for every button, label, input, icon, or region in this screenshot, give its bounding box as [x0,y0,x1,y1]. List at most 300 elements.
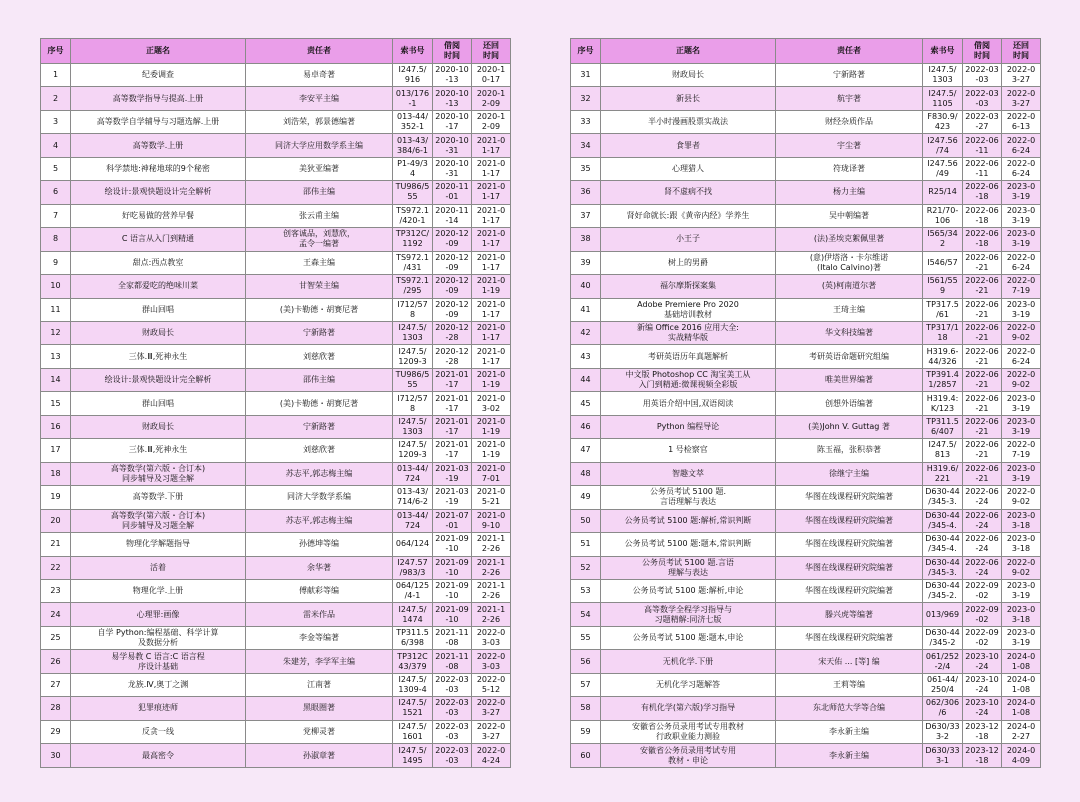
cell-borrow-date: 2022-06 -21 [963,415,1002,438]
cell-call-number: H319.4: K/123 [923,392,963,415]
cell-call-number: D630-44 /345-3. [923,486,963,509]
table-row [571,650,1041,673]
cell-serial-number: 1 [41,64,71,87]
table-row [41,626,511,649]
cell-call-number: TU986/5 55 [393,181,433,204]
cell-serial-number: 41 [571,298,601,321]
cell-borrow-date: 2022-06 -11 [963,157,1002,180]
cell-call-number: I561/55 9 [923,275,963,298]
cell-author: 华图在线课程研究院编著 [776,556,923,579]
table-row [571,368,1041,391]
cell-borrow-date: 2022-06 -21 [963,439,1002,462]
cell-author: 李永新主编 [776,744,923,768]
cell-borrow-date: 2022-06 -24 [963,556,1002,579]
table-row [41,368,511,391]
borrow-record-table-left [40,38,511,768]
table-row [571,157,1041,180]
cell-author: 同济大学应用数学系主编 [246,134,393,157]
cell-return-date: 2022-0 6-24 [1002,251,1041,274]
cell-call-number: D630-44 /345-2. [923,579,963,602]
cell-serial-number: 11 [41,298,71,321]
cell-serial-number: 28 [41,697,71,720]
cell-serial-number: 35 [571,157,601,180]
cell-call-number: 013/176 -1 [393,87,433,110]
cell-title: 半小时漫画股票实战法 [601,110,776,133]
cell-title: 纪委调查 [71,64,246,87]
cell-serial-number: 58 [571,697,601,720]
cell-return-date: 2022-0 3-27 [1002,64,1041,87]
cell-return-date: 2021-1 2-26 [472,533,511,556]
cell-title: 无机化学习题解答 [601,673,776,696]
cell-author: 王琦主编 [776,298,923,321]
cell-serial-number: 48 [571,462,601,485]
cell-borrow-date: 2020-11 -14 [433,204,472,227]
cell-call-number: I247.5/ 1474 [393,603,433,626]
cell-author: 同济大学数学系编 [246,486,393,509]
cell-title: 活着 [71,556,246,579]
cell-author: 徐继宁主编 [776,462,923,485]
left-borrow-table-sheet [40,38,510,768]
table-row [571,439,1041,462]
cell-title: 公务员考试 5100 题.言语 理解与表达 [601,556,776,579]
cell-borrow-date: 2023-12 -18 [963,744,1002,768]
table-row [571,181,1041,204]
cell-serial-number: 15 [41,392,71,415]
cell-call-number: 013-44/ 352-1 [393,110,433,133]
cell-borrow-date: 2022-03 -03 [963,87,1002,110]
cell-author: 余华著 [246,556,393,579]
cell-author: (英)柯南道尔著 [776,275,923,298]
cell-title: 高等数学(第六版・合订本) 同步辅导及习题全解 [71,462,246,485]
table-row [41,697,511,720]
cell-call-number: D630/33 3-1 [923,744,963,768]
cell-serial-number: 25 [41,626,71,649]
table-row [41,556,511,579]
cell-call-number: 064/125 /4-1 [393,579,433,602]
cell-author: 航宇著 [776,87,923,110]
cell-return-date: 2022-0 5-12 [472,673,511,696]
cell-call-number: I247.56 /74 [923,134,963,157]
table-row [41,345,511,368]
cell-call-number: P1-49/3 4 [393,157,433,180]
cell-return-date: 2022-0 7-19 [1002,275,1041,298]
table-row [41,228,511,251]
cell-author: (美)John V. Guttag 著 [776,415,923,438]
cell-borrow-date: 2022-06 -21 [963,462,1002,485]
cell-author: 李安平主编 [246,87,393,110]
cell-return-date: 2022-0 3-27 [1002,87,1041,110]
cell-serial-number: 18 [41,462,71,485]
table-row [41,64,511,87]
cell-author: 苏志平,郭志梅主编 [246,509,393,532]
table-row [41,415,511,438]
table-row [41,486,511,509]
cell-call-number: TP311.5 6/398 [393,626,433,649]
cell-borrow-date: 2022-03 -03 [433,673,472,696]
cell-serial-number: 4 [41,134,71,157]
cell-author: (法)圣埃克絮佩里著 [776,228,923,251]
cell-author: 邵伟主编 [246,181,393,204]
borrow-record-table-right [570,38,1041,768]
cell-title: 三体.Ⅲ,死神永生 [71,345,246,368]
table-row [41,462,511,485]
cell-serial-number: 12 [41,321,71,344]
cell-title: 科学禁地:神秘地球的9个秘密 [71,157,246,180]
cell-title: 福尔摩斯探案集 [601,275,776,298]
cell-author: 刘浩荣，郭景德编著 [246,110,393,133]
cell-serial-number: 45 [571,392,601,415]
header-serial-number: 序号 [571,39,601,64]
cell-author: 华图在线课程研究院编著 [776,626,923,649]
header-borrow-date: 借阅 时间 [963,39,1002,64]
table-row [41,439,511,462]
cell-call-number: 064/124 [393,533,433,556]
cell-call-number: TP312C 43/379 [393,650,433,673]
table-row [41,533,511,556]
cell-serial-number: 53 [571,579,601,602]
cell-title: Adobe Premiere Pro 2020 基础培训教材 [601,298,776,321]
cell-call-number: I712/57 8 [393,392,433,415]
cell-title: 甜点:西点教室 [71,251,246,274]
cell-call-number: I247.5/ 813 [923,439,963,462]
cell-call-number: I546/57 [923,251,963,274]
cell-serial-number: 54 [571,603,601,626]
cell-author: 华图在线课程研究院编著 [776,579,923,602]
cell-serial-number: 3 [41,110,71,133]
cell-author: 宁新路著 [246,321,393,344]
cell-return-date: 2022-0 6-24 [1002,157,1041,180]
cell-title: C 语言从入门到精通 [71,228,246,251]
cell-title: 无机化学.下册 [601,650,776,673]
cell-serial-number: 14 [41,368,71,391]
table-body-left [41,64,511,768]
cell-borrow-date: 2021-03 -19 [433,486,472,509]
cell-title: 公务员考试 5100 题:解析,申论 [601,579,776,602]
cell-call-number: I247.5/ 1601 [393,720,433,743]
cell-return-date: 2021-1 2-26 [472,603,511,626]
table-row [571,486,1041,509]
cell-serial-number: 52 [571,556,601,579]
cell-borrow-date: 2022-06 -24 [963,486,1002,509]
cell-return-date: 2023-0 3-19 [1002,626,1041,649]
cell-author: 雷米作品 [246,603,393,626]
cell-return-date: 2021-0 1-17 [472,251,511,274]
cell-return-date: 2023-0 3-18 [1002,533,1041,556]
cell-return-date: 2021-0 1-17 [472,181,511,204]
cell-title: 群山回唱 [71,392,246,415]
cell-author: 符珑译著 [776,157,923,180]
table-row [41,603,511,626]
cell-author: 华图在线课程研究院编著 [776,509,923,532]
cell-borrow-date: 2023-12 -18 [963,720,1002,743]
table-row [571,204,1041,227]
cell-borrow-date: 2022-09 -02 [963,579,1002,602]
cell-return-date: 2024-0 2-27 [1002,720,1041,743]
cell-serial-number: 57 [571,673,601,696]
right-borrow-table-sheet [570,38,1040,768]
cell-borrow-date: 2022-06 -24 [963,509,1002,532]
cell-serial-number: 38 [571,228,601,251]
cell-title: 全家都爱吃的绝味川菜 [71,275,246,298]
cell-author: 唯美世界编著 [776,368,923,391]
cell-title: Python 编程导论 [601,415,776,438]
cell-return-date: 2023-0 3-19 [1002,228,1041,251]
table-row [41,275,511,298]
cell-serial-number: 23 [41,579,71,602]
cell-author: (美)卡勒德・胡赛尼著 [246,392,393,415]
cell-return-date: 2021-1 2-26 [472,556,511,579]
table-row [41,204,511,227]
cell-call-number: I247.5/ 1521 [393,697,433,720]
table-row [41,321,511,344]
cell-return-date: 2024-0 1-08 [1002,673,1041,696]
cell-title: 财政局长 [71,321,246,344]
cell-borrow-date: 2020-10 -13 [433,64,472,87]
cell-title: 新编 Office 2016 应用大全: 实战精华版 [601,321,776,344]
cell-return-date: 2023-0 3-19 [1002,392,1041,415]
cell-borrow-date: 2021-09 -10 [433,579,472,602]
header-return-date: 还回 时间 [1002,39,1041,64]
cell-serial-number: 7 [41,204,71,227]
cell-serial-number: 19 [41,486,71,509]
cell-return-date: 2021-0 1-19 [472,368,511,391]
table-row [41,251,511,274]
cell-serial-number: 37 [571,204,601,227]
cell-title: 1 号检察官 [601,439,776,462]
cell-borrow-date: 2022-06 -21 [963,298,1002,321]
cell-call-number: TP391.4 1/2857 [923,368,963,391]
cell-author: 滕兴虎等编著 [776,603,923,626]
cell-call-number: TP317/1 18 [923,321,963,344]
cell-borrow-date: 2020-10 -13 [433,87,472,110]
cell-title: 食罪者 [601,134,776,157]
cell-return-date: 2023-0 3-19 [1002,579,1041,602]
cell-return-date: 2024-0 1-08 [1002,697,1041,720]
cell-author: 陈玉福，张积恭著 [776,439,923,462]
cell-serial-number: 56 [571,650,601,673]
cell-return-date: 2022-0 3-03 [472,626,511,649]
cell-title: 有机化学(第六版)学习指导 [601,697,776,720]
cell-return-date: 2021-0 1-17 [472,134,511,157]
cell-serial-number: 51 [571,533,601,556]
cell-author: 美狄亚编著 [246,157,393,180]
cell-author: 王莉等编 [776,673,923,696]
cell-borrow-date: 2021-07 -01 [433,509,472,532]
cell-return-date: 2021-0 1-17 [472,204,511,227]
cell-call-number: 013-44/ 724 [393,509,433,532]
cell-call-number: H319.6- 44/326 [923,345,963,368]
cell-call-number: 062/306 /6 [923,697,963,720]
cell-call-number: 013-43/ 714/6-2 [393,486,433,509]
header-serial-number: 序号 [41,39,71,64]
cell-title: 公务员考试 5100 题:题本,申论 [601,626,776,649]
cell-author: 宇尘著 [776,134,923,157]
cell-call-number: F830.9/ 423 [923,110,963,133]
cell-borrow-date: 2022-03 -03 [433,744,472,768]
cell-call-number: I247.5/ 1303 [923,64,963,87]
cell-return-date: 2021-0 1-17 [472,157,511,180]
cell-borrow-date: 2020-12 -09 [433,298,472,321]
cell-serial-number: 21 [41,533,71,556]
cell-borrow-date: 2022-03 -03 [433,720,472,743]
cell-author: (意)伊塔洛・卡尔维诺 (Italo Calvino)著 [776,251,923,274]
cell-serial-number: 55 [571,626,601,649]
cell-author: 创客诚品，刘慧欣， 孟令一编著 [246,228,393,251]
table-row [571,697,1041,720]
cell-title: 财政局长 [601,64,776,87]
cell-call-number: D630/33 3-2 [923,720,963,743]
cell-title: 高等数学.上册 [71,134,246,157]
cell-return-date: 2023-0 3-19 [1002,181,1041,204]
cell-return-date: 2023-0 3-18 [1002,603,1041,626]
table-row [571,462,1041,485]
cell-borrow-date: 2021-01 -17 [433,392,472,415]
cell-borrow-date: 2021-11 -08 [433,650,472,673]
cell-serial-number: 44 [571,368,601,391]
cell-call-number: I247.5/ 1495 [393,744,433,768]
cell-borrow-date: 2022-06 -24 [963,533,1002,556]
cell-borrow-date: 2020-12 -09 [433,251,472,274]
table-row [41,650,511,673]
cell-serial-number: 5 [41,157,71,180]
table-row [571,275,1041,298]
cell-borrow-date: 2022-03 -03 [433,697,472,720]
cell-call-number: 013/969 [923,603,963,626]
cell-call-number: I247.5/ 1303 [393,415,433,438]
table-row [41,509,511,532]
cell-title: 高等数学指导与提高.上册 [71,87,246,110]
cell-call-number: I247.5/ 1105 [923,87,963,110]
cell-author: (美)卡勒德・胡赛尼著 [246,298,393,321]
header-author: 责任者 [776,39,923,64]
cell-author: 华文科技编著 [776,321,923,344]
cell-title: 易学易教 C 语言:C 语言程 序设计基础 [71,650,246,673]
cell-call-number: TP311.5 6/407 [923,415,963,438]
cell-title: 肾好命就长:跟《黄帝内经》学养生 [601,204,776,227]
cell-call-number: 013-43/ 384/6-1 [393,134,433,157]
cell-title: 好吃易做的营养早餐 [71,204,246,227]
cell-return-date: 2022-0 9-02 [1002,321,1041,344]
cell-serial-number: 8 [41,228,71,251]
cell-borrow-date: 2022-03 -27 [963,110,1002,133]
cell-call-number: TS972.1 /295 [393,275,433,298]
cell-title: 绘设计:景观快题设计完全解析 [71,368,246,391]
cell-call-number: I247.5/ 1209-3 [393,439,433,462]
cell-borrow-date: 2020-10 -17 [433,110,472,133]
cell-borrow-date: 2020-10 -31 [433,134,472,157]
cell-author: 黑眼圈著 [246,697,393,720]
cell-borrow-date: 2023-10 -24 [963,650,1002,673]
cell-call-number: I247.56 /49 [923,157,963,180]
cell-borrow-date: 2022-06 -11 [963,134,1002,157]
cell-title: 安徽省公务员录用考试专用教材 行政职业能力测验 [601,720,776,743]
cell-author: 华图在线课程研究院编著 [776,486,923,509]
cell-serial-number: 36 [571,181,601,204]
cell-title: 心理猎人 [601,157,776,180]
cell-author: 孙德坤等编 [246,533,393,556]
cell-return-date: 2022-0 9-02 [1002,368,1041,391]
cell-call-number: I247.5/ 1209-3 [393,345,433,368]
cell-borrow-date: 2020-12 -28 [433,321,472,344]
table-row [571,603,1041,626]
cell-author: 朱建芳，李学军主编 [246,650,393,673]
table-row [571,134,1041,157]
cell-return-date: 2021-1 2-26 [472,579,511,602]
header-return-date: 还回 时间 [472,39,511,64]
header-call-number: 索书号 [923,39,963,64]
cell-serial-number: 24 [41,603,71,626]
table-row [571,64,1041,87]
cell-borrow-date: 2021-11 -08 [433,626,472,649]
cell-title: 树上的男爵 [601,251,776,274]
cell-title: 用英语介绍中国,双语阅读 [601,392,776,415]
cell-return-date: 2021-0 1-19 [472,439,511,462]
cell-title: 公务员考试 5100 题:解析,常识判断 [601,509,776,532]
cell-serial-number: 42 [571,321,601,344]
cell-call-number: I247.5/ 1309-4 [393,673,433,696]
cell-borrow-date: 2022-06 -18 [963,228,1002,251]
cell-title: 自学 Python:编程基础、科学计算 及数据分析 [71,626,246,649]
cell-author: 宁新路著 [776,64,923,87]
cell-borrow-date: 2022-06 -21 [963,251,1002,274]
cell-borrow-date: 2021-01 -17 [433,368,472,391]
cell-borrow-date: 2020-11 -01 [433,181,472,204]
cell-return-date: 2023-0 3-19 [1002,298,1041,321]
cell-borrow-date: 2022-09 -02 [963,603,1002,626]
cell-borrow-date: 2020-12 -09 [433,275,472,298]
cell-borrow-date: 2022-06 -18 [963,181,1002,204]
cell-return-date: 2023-0 3-19 [1002,204,1041,227]
cell-return-date: 2022-0 3-27 [472,720,511,743]
cell-serial-number: 46 [571,415,601,438]
cell-borrow-date: 2022-09 -02 [963,626,1002,649]
cell-borrow-date: 2022-06 -21 [963,275,1002,298]
cell-author: 党柳灵著 [246,720,393,743]
cell-author: 刘慈欣著 [246,439,393,462]
cell-author: 杨力主编 [776,181,923,204]
cell-call-number: TS972.1 /431 [393,251,433,274]
cell-return-date: 2024-0 1-08 [1002,650,1041,673]
cell-call-number: R25/14 [923,181,963,204]
cell-title: 中文版 Photoshop CC 淘宝美工从 入门到精通:微课视频全彩版 [601,368,776,391]
cell-return-date: 2022-0 6-24 [1002,134,1041,157]
table-row [571,533,1041,556]
cell-return-date: 2022-0 3-27 [472,697,511,720]
table-row [41,298,511,321]
cell-author: 吴中朝编著 [776,204,923,227]
cell-call-number: D630-44 /345-4. [923,533,963,556]
table-row [571,298,1041,321]
cell-serial-number: 9 [41,251,71,274]
cell-call-number: D630-44 /345-4. [923,509,963,532]
cell-author: 苏志平,郭志梅主编 [246,462,393,485]
cell-serial-number: 59 [571,720,601,743]
cell-return-date: 2022-0 9-02 [1002,486,1041,509]
cell-serial-number: 13 [41,345,71,368]
cell-author: 李永新主编 [776,720,923,743]
cell-title: 最高密令 [71,744,246,768]
cell-return-date: 2023-0 3-18 [1002,509,1041,532]
table-row [41,744,511,768]
table-row [571,579,1041,602]
cell-serial-number: 50 [571,509,601,532]
table-row [571,321,1041,344]
cell-title: 高等数学自学辅导与习题选解.上册 [71,110,246,133]
header-author: 责任者 [246,39,393,64]
table-row [571,415,1041,438]
table-row [571,744,1041,768]
cell-serial-number: 26 [41,650,71,673]
